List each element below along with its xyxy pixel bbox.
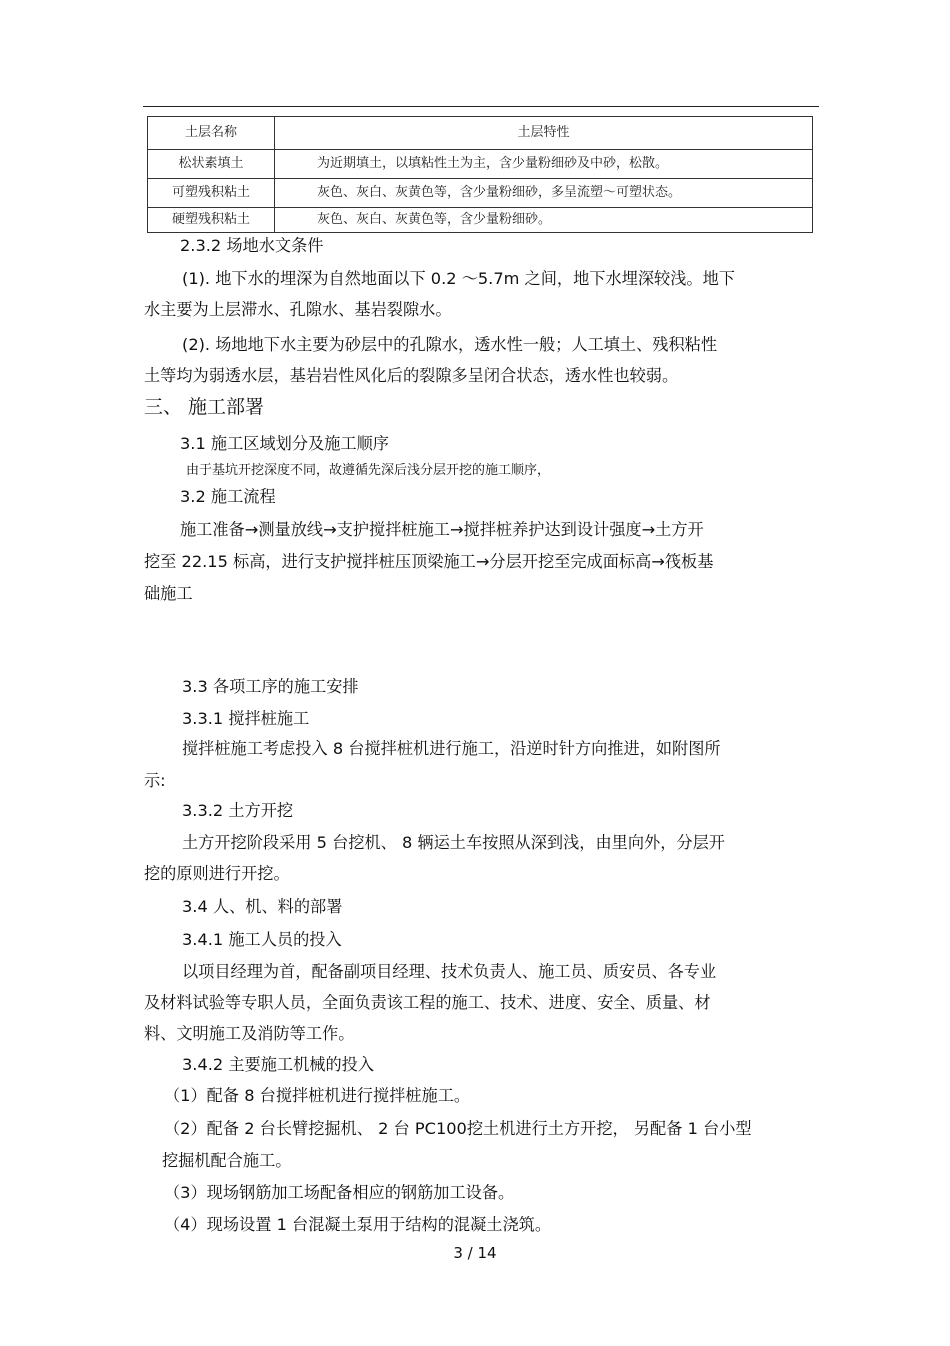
section-heading: 3.4.1 施工人员的投入 xyxy=(182,930,342,949)
paragraph-line: 由于基坑开挖深度不同，故遵循先深后浅分层开挖的施工顺序， xyxy=(186,463,551,478)
paragraph-line: 水主要为上层滞水、孔隙水、基岩裂隙水。 xyxy=(144,300,452,319)
table-cell: 为近期填土，以填粘性土为主，含少量粉细砂及中砂，松散。 xyxy=(275,150,813,179)
paragraph-line: 示: xyxy=(144,771,166,790)
table-cell: 灰色、灰白、灰黄色等，含少量粉细砂，多呈流塑～可塑状态。 xyxy=(275,179,813,208)
list-item: （4）现场设置 1 台混凝土泵用于结构的混凝土浇筑。 xyxy=(164,1215,552,1234)
table-header-cell: 土层名称 xyxy=(148,117,275,150)
paragraph-line: 搅拌桩施工考虑投入 8 台搅拌桩机进行施工，沿逆时针方向推进，如附图所 xyxy=(182,739,721,758)
list-item: （3）现场钢筋加工场配备相应的钢筋加工设备。 xyxy=(164,1183,515,1202)
section-heading: 3.4 人、机、料的部署 xyxy=(182,897,343,916)
table-row xyxy=(148,150,813,179)
soil-layer-table xyxy=(147,116,813,233)
table-row xyxy=(148,208,813,233)
list-item: （2）配备 2 台长臂挖掘机、 2 台 PC100挖土机进行土方开挖， 另配备 1 台小型 xyxy=(164,1119,752,1138)
paragraph-line: 土方开挖阶段采用 5 台挖机、 8 辆运土车按照从深到浅，由里向外，分层开 xyxy=(182,833,725,852)
paragraph-line: 础施工 xyxy=(144,584,193,603)
header-rule xyxy=(143,106,819,107)
paragraph-line: (2). 场地地下水主要为砂层中的孔隙水，透水性一般；人工填土、残积粘性 xyxy=(182,335,718,354)
paragraph-line: 料、文明施工及消防等工作。 xyxy=(144,1024,355,1043)
section-heading: 3.3.1 搅拌桩施工 xyxy=(182,709,310,728)
page-number: 3 / 14 xyxy=(453,1244,497,1262)
table-header-cell: 土层特性 xyxy=(275,117,813,150)
table-cell: 灰色、灰白、灰黄色等，含少量粉细砂。 xyxy=(275,208,813,233)
table-cell: 硬塑残积粘土 xyxy=(148,208,275,233)
section-heading: 3.1 施工区域划分及施工顺序 xyxy=(180,434,389,453)
list-item-continuation: 挖掘机配合施工。 xyxy=(162,1151,292,1170)
table-cell: 可塑残积粘土 xyxy=(148,179,275,208)
chapter-heading: 三、 施工部署 xyxy=(144,396,265,418)
paragraph-line: 挖的原则进行开挖。 xyxy=(144,864,290,883)
section-heading: 3.3 各项工序的施工安排 xyxy=(182,677,359,696)
section-heading: 3.3.2 土方开挖 xyxy=(182,801,294,820)
paragraph-line: 以项目经理为首，配备副项目经理、技术负责人、施工员、质安员、各专业 xyxy=(182,962,717,981)
section-heading: 2.3.2 场地水文条件 xyxy=(180,236,324,255)
paragraph-line: (1). 地下水的埋深为自然地面以下 0.2 ～5.7m 之间，地下水埋深较浅。地下 xyxy=(182,269,735,288)
table-cell: 松状素填土 xyxy=(148,150,275,179)
paragraph-line: 挖至 22.15 标高，进行支护搅拌桩压顶梁施工→分层开挖至完成面标高→筏板基 xyxy=(144,552,714,571)
paragraph-line: 施工准备→测量放线→支护搅拌桩施工→搅拌桩养护达到设计强度→土方开 xyxy=(180,520,704,539)
table-row xyxy=(148,179,813,208)
section-heading: 3.2 施工流程 xyxy=(180,487,276,506)
section-heading: 3.4.2 主要施工机械的投入 xyxy=(182,1055,375,1074)
table-header-row xyxy=(148,117,813,150)
list-item: （1）配备 8 台搅拌桩机进行搅拌桩施工。 xyxy=(164,1086,471,1105)
paragraph-line: 及材料试验等专职人员，全面负责该工程的施工、技术、进度、安全、质量、材 xyxy=(144,993,711,1012)
paragraph-line: 土等均为弱透水层，基岩岩性风化后的裂隙多呈闭合状态，透水性也较弱。 xyxy=(144,366,679,385)
